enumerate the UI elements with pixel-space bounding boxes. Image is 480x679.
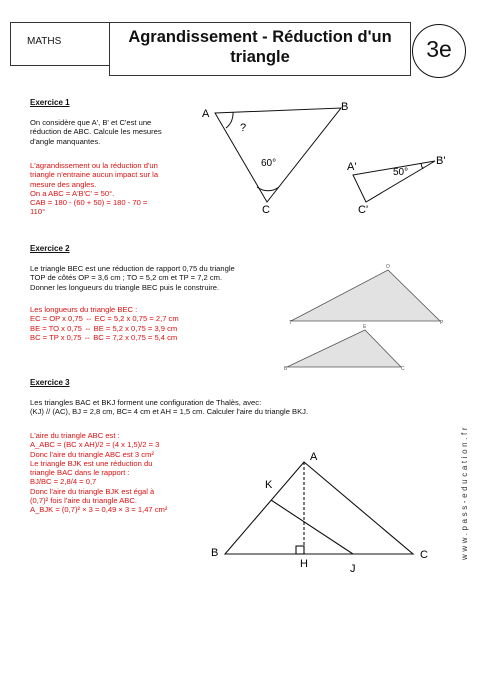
label-b: B bbox=[211, 547, 219, 559]
label-h: H bbox=[300, 558, 308, 570]
text-line: (KJ) // (AC), BJ = 2,8 cm, BC= 4 cm et AH = 1,5 cm. Calculer l'aire du triangle BKJ. bbox=[30, 407, 309, 417]
angle-c-value: 60° bbox=[261, 158, 277, 169]
text-line: mesure des angles. bbox=[30, 179, 97, 189]
segment-kj bbox=[271, 500, 353, 554]
text-line: Le triangle BJK est une réduction du bbox=[30, 458, 153, 468]
exercise-1-statement bbox=[30, 118, 162, 146]
text-line: CAB = 180 - (60 + 50) = 180 - 70 = bbox=[30, 198, 148, 208]
text-line: d'angle manquantes. bbox=[30, 136, 101, 146]
triangle-bac bbox=[225, 462, 413, 554]
label-c2: C' bbox=[358, 204, 369, 216]
triangle-bec bbox=[287, 330, 401, 367]
triangle-top bbox=[291, 270, 440, 321]
text-line: BC = TP x 0,75 ⇔ BC = 7,2 x 0,75 = 5,4 cm bbox=[30, 332, 178, 342]
label-c: C bbox=[420, 549, 428, 561]
label-a: A bbox=[202, 108, 210, 120]
text-line: On considère que A', B' et C'est une bbox=[30, 118, 152, 127]
label-b2: B' bbox=[436, 155, 446, 167]
text-line: A_ABC = (BC x AH)/2 = (4 x 1,5)/2 = 3 bbox=[30, 440, 160, 450]
label-t: T bbox=[289, 320, 293, 326]
text-line: Les longueurs du triangle BEC : bbox=[30, 305, 138, 314]
text-line: Donc l'aire du triangle BJK est égal à bbox=[30, 486, 155, 496]
label-j: J bbox=[350, 563, 356, 575]
text-line: (0,7)² fois l'aire du triangle ABC. bbox=[30, 496, 137, 506]
text-line: EC = OP x 0,75 ⇔ EC = 5,2 x 0,75 = 2,7 cm bbox=[30, 314, 179, 324]
text-line: Le triangle BEC est une réduction de rapport 0,75 du triangle bbox=[30, 264, 235, 273]
text-line: L'agrandissement ou la réduction d'un bbox=[30, 161, 158, 170]
angle-a-unknown: ? bbox=[240, 122, 247, 134]
angle-arc-b2 bbox=[421, 163, 423, 169]
exercise-2-figure bbox=[280, 258, 460, 373]
text-line: 110° bbox=[30, 207, 46, 217]
title-line-2: triangle bbox=[230, 48, 290, 66]
exercise-3-answer bbox=[30, 431, 167, 515]
site-watermark: www.pass-education.fr bbox=[460, 424, 469, 560]
grade-label: 3e bbox=[426, 36, 452, 62]
angle-arc-a bbox=[226, 112, 233, 128]
text-line: triangle n'entraine aucun impact sur la bbox=[30, 170, 159, 180]
text-line: Donc l'aire du triangle ABC est 3 cm² bbox=[30, 449, 154, 459]
exercise-3-figure bbox=[195, 440, 445, 580]
page-title bbox=[110, 27, 410, 67]
right-angle-mark bbox=[296, 546, 304, 554]
subject-box bbox=[10, 22, 110, 66]
text-line: L'aire du triangle ABC est : bbox=[30, 431, 120, 440]
label-a: A bbox=[310, 451, 318, 463]
text-line: Donner les longueurs du triangle BEC puis le construire. bbox=[30, 282, 220, 292]
title-box bbox=[109, 22, 411, 76]
exercise-2-answer bbox=[30, 305, 179, 342]
angle-b2-value: 50° bbox=[393, 167, 409, 178]
label-p: P bbox=[440, 320, 444, 326]
label-b: B bbox=[284, 366, 288, 372]
exercise-2-heading: Exercice 2 bbox=[30, 244, 70, 253]
title-line-1: Agrandissement - Réduction d'un bbox=[128, 28, 392, 46]
label-b: B bbox=[341, 101, 349, 113]
text-line: réduction de ABC. Calcule les mesures bbox=[30, 127, 162, 137]
text-line: A_BJK = (0,7)² × 3 = 0,49 × 3 = 1,47 cm² bbox=[30, 505, 168, 515]
exercise-3-statement bbox=[30, 398, 308, 417]
exercise-3-heading: Exercice 3 bbox=[30, 378, 70, 387]
exercise-2-statement bbox=[30, 264, 235, 292]
text-line: On a ABC = A'B'C' = 50°. bbox=[30, 188, 115, 198]
label-o: O bbox=[386, 264, 390, 270]
label-a2: A' bbox=[347, 161, 357, 173]
text-line: BE = TO x 0,75 ⇔ BE = 5,2 x 0,75 = 3,9 cm bbox=[30, 323, 178, 333]
text-line: triangle BAC dans le rapport : bbox=[30, 468, 130, 478]
exercise-1-heading: Exercice 1 bbox=[30, 98, 70, 107]
exercise-1-figure bbox=[195, 95, 475, 225]
subject-label: MATHS bbox=[27, 36, 62, 47]
exercise-1-answer bbox=[30, 161, 158, 217]
label-k: K bbox=[265, 479, 273, 491]
text-line: BJ/BC = 2,8/4 = 0,7 bbox=[30, 477, 97, 487]
label-c: C bbox=[262, 204, 270, 216]
grade-badge bbox=[412, 24, 466, 78]
label-e: E bbox=[363, 324, 367, 330]
text-line: TOP de côtés OP = 3,6 cm ; TO = 5,2 cm et TP = 7,2 cm. bbox=[30, 273, 223, 283]
label-c: C bbox=[401, 366, 405, 372]
text-line: Les triangles BAC et BKJ forment une configuration de Thalès, avec: bbox=[30, 398, 262, 407]
